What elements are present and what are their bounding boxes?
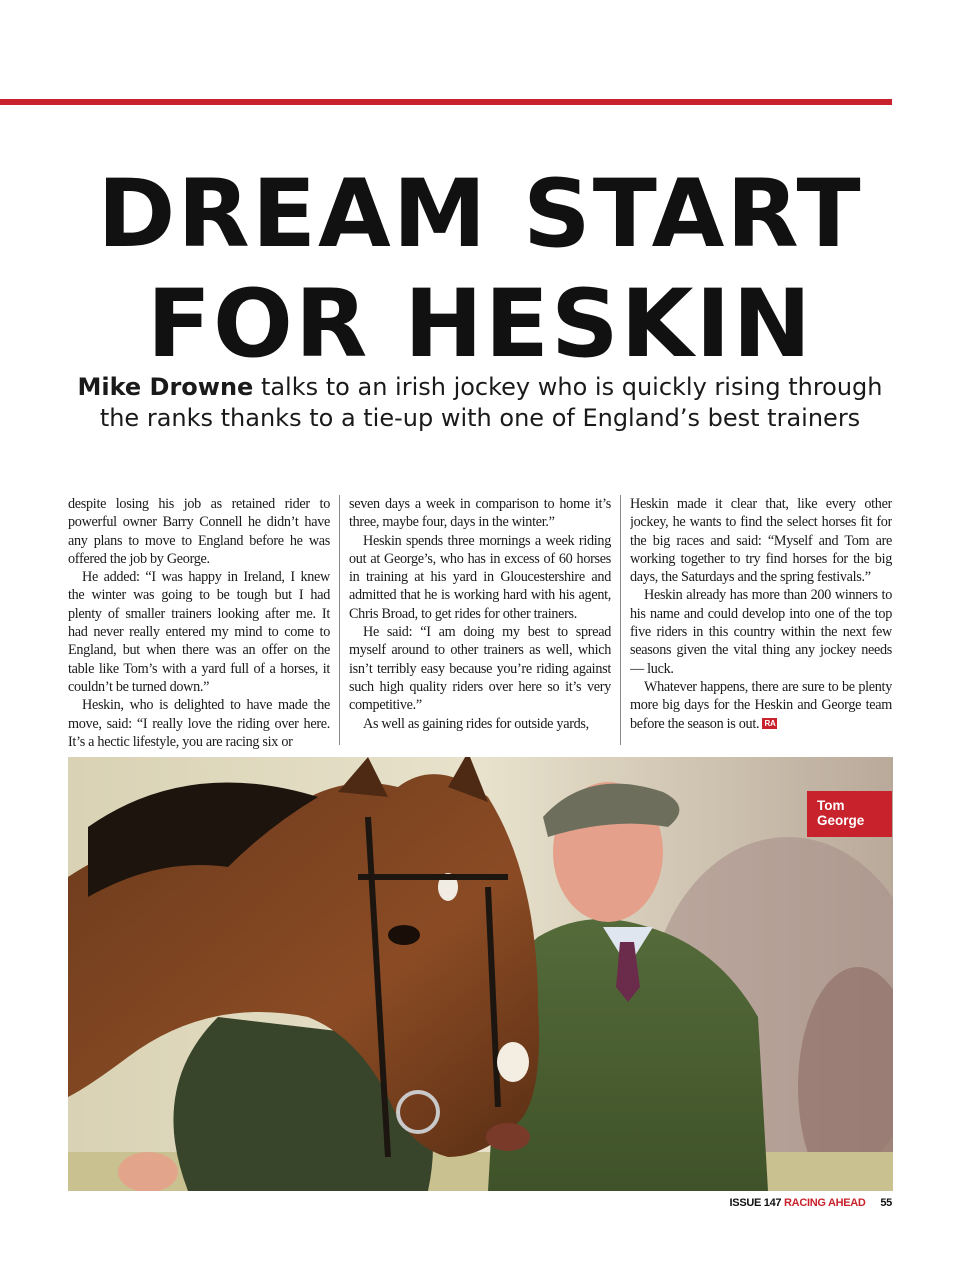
headline-line-1: DREAM START — [97, 160, 863, 269]
page-footer — [730, 1197, 892, 1209]
article-body — [68, 495, 892, 750]
paragraph: despite losing his job as retained rider to powerful owner Barry Connell he didn’t have any plans to move to England before he was offered the job by George. — [68, 496, 330, 567]
paragraph: Heskin, who is delighted to have made the move, said: “I really love the riding over here. It’s a hectic lifestyle, you are racing six or — [68, 697, 330, 750]
photo-caption-badge — [807, 791, 892, 837]
headline — [0, 160, 960, 380]
photo-illustration — [68, 757, 893, 1191]
paragraph: Heskin spends three mornings a week riding out at George’s, who has in excess of 60 horses in training at his yard in Gloucestershire and admitted that he is working hard with his agent, Chris Broad, to get rides for other trainers. — [349, 532, 611, 622]
paragraph-text: Whatever happens, there are sure to be plenty more big days for the Heskin and George team before the season is out. — [630, 678, 892, 732]
issue-number: ISSUE 147 — [729, 1197, 782, 1209]
article-column-2 — [349, 495, 611, 750]
paragraph: Heskin made it clear that, like every other jockey, he wants to find the select horses fit for the big races and said: “Myself and Tom are working together to try find horses for the big days, the Saturdays and the spring festivals.” — [630, 496, 892, 586]
column-divider — [620, 495, 621, 745]
paragraph: seven days a week in comparison to home it’s three, maybe four, days in the winter.” — [349, 496, 611, 531]
caption-line-2: George — [817, 813, 865, 828]
paragraph: He said: “I am doing my best to spread myself around to other trainers as well, which isn’t terribly easy because you’re riding against such high quality riders over here so it’s very competitive.” — [349, 624, 611, 714]
caption-line-1: Tom — [817, 798, 845, 813]
article-column-1 — [68, 495, 330, 750]
paragraph — [630, 678, 892, 733]
article-column-3 — [630, 495, 892, 750]
page-number: 55 — [880, 1197, 892, 1209]
column-divider — [339, 495, 340, 745]
headline-line-2: FOR HESKIN — [146, 270, 814, 379]
paragraph: As well as gaining rides for outside yards, — [363, 715, 589, 732]
photo-horse-and-trainer — [68, 757, 893, 1191]
standfirst-text: talks to an irish jockey who is quickly rising through the ranks thanks to a tie-up with one of England’s best trainers — [99, 373, 883, 432]
paragraph: Heskin already has more than 200 winners to his name and could develop into one of the top five riders in this country within the next few seasons given the vital thing any jockey needs — luck. — [630, 587, 892, 677]
end-mark-badge: RA — [764, 718, 776, 728]
top-red-rule — [0, 99, 892, 105]
author-name: Mike Drowne — [77, 373, 254, 401]
magazine-name: RACING AHEAD — [784, 1197, 866, 1209]
paragraph: He added: “I was happy in Ireland, I knew the winter was going to be tough but I had plenty of smaller trainers looking after me. It had never really entered my mind to come to England, but when there was an offer on the table like Tom’s with a yard full of a horses, it couldn’t be turned down.” — [68, 569, 330, 695]
standfirst — [60, 372, 900, 434]
